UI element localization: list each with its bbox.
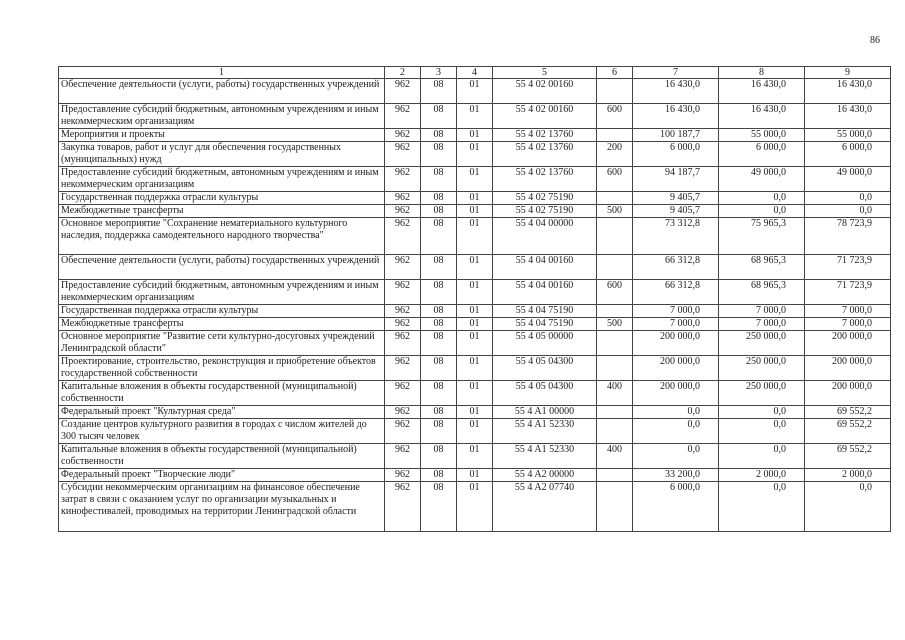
target-code: 55 4 02 75190 [493, 205, 597, 218]
row-name: Основное мероприятие "Сохранение нематериального культурного наследия, поддержка самодеятельного народного творчества" [59, 218, 385, 255]
amount-col8: 0,0 [719, 205, 805, 218]
row-name: Государственная поддержка отрасли культуры [59, 192, 385, 205]
row-name: Межбюджетные трансферты [59, 318, 385, 331]
header-row [59, 67, 891, 79]
section-code: 08 [421, 205, 457, 218]
section-code: 08 [421, 406, 457, 419]
expense-type [597, 331, 633, 356]
amount-col8: 0,0 [719, 444, 805, 469]
row-name: Капитальные вложения в объекты государственной (муниципальной) собственности [59, 381, 385, 406]
table-row [59, 79, 891, 104]
table-row [59, 218, 891, 255]
target-code: 55 4 02 00160 [493, 79, 597, 104]
admin-code: 962 [385, 280, 421, 305]
admin-code: 962 [385, 104, 421, 129]
table-body [59, 79, 891, 532]
admin-code: 962 [385, 419, 421, 444]
subsection-code: 01 [457, 129, 493, 142]
target-code: 55 4 04 00000 [493, 218, 597, 255]
row-name: Обеспечение деятельности (услуги, работы) государственных учреждений [59, 255, 385, 280]
row-name: Мероприятия и проекты [59, 129, 385, 142]
column-header: 2 [385, 67, 421, 79]
target-code: 55 4 05 00000 [493, 331, 597, 356]
amount-col9: 69 552,2 [805, 406, 891, 419]
admin-code: 962 [385, 381, 421, 406]
subsection-code: 01 [457, 205, 493, 218]
expense-type: 400 [597, 381, 633, 406]
table-row [59, 104, 891, 129]
section-code: 08 [421, 318, 457, 331]
target-code: 55 4 A1 00000 [493, 406, 597, 419]
section-code: 08 [421, 218, 457, 255]
row-name: Предоставление субсидий бюджетным, автономным учреждениям и иным некоммерческим организациям [59, 167, 385, 192]
amount-col8: 0,0 [719, 406, 805, 419]
target-code: 55 4 02 75190 [493, 192, 597, 205]
column-header: 7 [633, 67, 719, 79]
section-code: 08 [421, 444, 457, 469]
admin-code: 962 [385, 142, 421, 167]
admin-code: 962 [385, 469, 421, 482]
expense-type: 600 [597, 280, 633, 305]
admin-code: 962 [385, 482, 421, 532]
section-code: 08 [421, 129, 457, 142]
amount-col9: 71 723,9 [805, 280, 891, 305]
subsection-code: 01 [457, 280, 493, 305]
table-row [59, 129, 891, 142]
amount-col7: 94 187,7 [633, 167, 719, 192]
subsection-code: 01 [457, 331, 493, 356]
amount-col7: 6 000,0 [633, 482, 719, 532]
admin-code: 962 [385, 218, 421, 255]
section-code: 08 [421, 79, 457, 104]
admin-code: 962 [385, 192, 421, 205]
section-code: 08 [421, 167, 457, 192]
section-code: 08 [421, 142, 457, 167]
admin-code: 962 [385, 205, 421, 218]
target-code: 55 4 04 00160 [493, 255, 597, 280]
amount-col7: 33 200,0 [633, 469, 719, 482]
amount-col8: 49 000,0 [719, 167, 805, 192]
amount-col9: 78 723,9 [805, 218, 891, 255]
amount-col9: 2 000,0 [805, 469, 891, 482]
row-name: Создание центров культурного развития в городах с числом жителей до 300 тысяч человек [59, 419, 385, 444]
admin-code: 962 [385, 255, 421, 280]
section-code: 08 [421, 331, 457, 356]
table-row [59, 331, 891, 356]
target-code: 55 4 04 75190 [493, 318, 597, 331]
subsection-code: 01 [457, 469, 493, 482]
amount-col9: 69 552,2 [805, 419, 891, 444]
expense-type: 600 [597, 104, 633, 129]
amount-col7: 73 312,8 [633, 218, 719, 255]
amount-col7: 7 000,0 [633, 318, 719, 331]
row-name: Основное мероприятие "Развитие сети культурно-досуговых учреждений Ленинградской области" [59, 331, 385, 356]
table-row [59, 469, 891, 482]
admin-code: 962 [385, 318, 421, 331]
subsection-code: 01 [457, 444, 493, 469]
expense-type [597, 482, 633, 532]
amount-col8: 7 000,0 [719, 305, 805, 318]
amount-col9: 16 430,0 [805, 79, 891, 104]
admin-code: 962 [385, 331, 421, 356]
expense-type: 500 [597, 205, 633, 218]
expense-type [597, 255, 633, 280]
subsection-code: 01 [457, 167, 493, 192]
column-header: 5 [493, 67, 597, 79]
amount-col8: 2 000,0 [719, 469, 805, 482]
amount-col9: 0,0 [805, 205, 891, 218]
amount-col7: 66 312,8 [633, 255, 719, 280]
amount-col7: 66 312,8 [633, 280, 719, 305]
target-code: 55 4 05 04300 [493, 356, 597, 381]
amount-col9: 7 000,0 [805, 305, 891, 318]
amount-col9: 200 000,0 [805, 331, 891, 356]
section-code: 08 [421, 469, 457, 482]
amount-col9: 6 000,0 [805, 142, 891, 167]
expense-type: 500 [597, 318, 633, 331]
amount-col8: 250 000,0 [719, 331, 805, 356]
table-row [59, 142, 891, 167]
expense-type [597, 129, 633, 142]
amount-col7: 16 430,0 [633, 104, 719, 129]
section-code: 08 [421, 305, 457, 318]
subsection-code: 01 [457, 482, 493, 532]
subsection-code: 01 [457, 305, 493, 318]
table-row [59, 305, 891, 318]
admin-code: 962 [385, 406, 421, 419]
column-header: 1 [59, 67, 385, 79]
subsection-code: 01 [457, 318, 493, 331]
target-code: 55 4 A1 52330 [493, 419, 597, 444]
amount-col7: 200 000,0 [633, 331, 719, 356]
subsection-code: 01 [457, 218, 493, 255]
row-name: Предоставление субсидий бюджетным, автономным учреждениям и иным некоммерческим организациям [59, 104, 385, 129]
amount-col7: 16 430,0 [633, 79, 719, 104]
amount-col7: 0,0 [633, 419, 719, 444]
table-row [59, 406, 891, 419]
row-name: Межбюджетные трансферты [59, 205, 385, 218]
row-name: Капитальные вложения в объекты государственной (муниципальной) собственности [59, 444, 385, 469]
expense-type [597, 192, 633, 205]
target-code: 55 4 04 75190 [493, 305, 597, 318]
page-number: 86 [870, 35, 880, 46]
target-code: 55 4 02 13760 [493, 167, 597, 192]
table-row [59, 356, 891, 381]
table-row [59, 205, 891, 218]
subsection-code: 01 [457, 419, 493, 444]
expense-type [597, 406, 633, 419]
subsection-code: 01 [457, 79, 493, 104]
subsection-code: 01 [457, 104, 493, 129]
target-code: 55 4 02 13760 [493, 142, 597, 167]
amount-col9: 200 000,0 [805, 356, 891, 381]
column-header: 6 [597, 67, 633, 79]
target-code: 55 4 02 13760 [493, 129, 597, 142]
section-code: 08 [421, 381, 457, 406]
amount-col8: 16 430,0 [719, 79, 805, 104]
amount-col8: 75 965,3 [719, 218, 805, 255]
amount-col9: 200 000,0 [805, 381, 891, 406]
row-name: Государственная поддержка отрасли культуры [59, 305, 385, 318]
section-code: 08 [421, 104, 457, 129]
admin-code: 962 [385, 444, 421, 469]
amount-col9: 69 552,2 [805, 444, 891, 469]
column-header: 3 [421, 67, 457, 79]
amount-col9: 0,0 [805, 192, 891, 205]
section-code: 08 [421, 356, 457, 381]
admin-code: 962 [385, 167, 421, 192]
table-row [59, 444, 891, 469]
amount-col8: 6 000,0 [719, 142, 805, 167]
table-row [59, 381, 891, 406]
target-code: 55 4 A2 00000 [493, 469, 597, 482]
row-name: Федеральный проект "Культурная среда" [59, 406, 385, 419]
admin-code: 962 [385, 305, 421, 318]
target-code: 55 4 02 00160 [493, 104, 597, 129]
expense-type: 600 [597, 167, 633, 192]
column-header: 9 [805, 67, 891, 79]
section-code: 08 [421, 255, 457, 280]
column-header: 8 [719, 67, 805, 79]
target-code: 55 4 04 00160 [493, 280, 597, 305]
target-code: 55 4 A1 52330 [493, 444, 597, 469]
amount-col8: 68 965,3 [719, 280, 805, 305]
row-name: Закупка товаров, работ и услуг для обеспечения государственных (муниципальных) нужд [59, 142, 385, 167]
amount-col9: 7 000,0 [805, 318, 891, 331]
row-name: Субсидии некоммерческим организациям на финансовое обеспечение затрат в связи с оказанием услуг по организации музыкальных и кинофестивалей, проводимых на территории Ленинградской области [59, 482, 385, 532]
section-code: 08 [421, 280, 457, 305]
amount-col8: 68 965,3 [719, 255, 805, 280]
amount-col8: 250 000,0 [719, 356, 805, 381]
expense-type [597, 305, 633, 318]
amount-col7: 200 000,0 [633, 356, 719, 381]
expense-type [597, 218, 633, 255]
row-name: Обеспечение деятельности (услуги, работы) государственных учреждений [59, 79, 385, 104]
amount-col8: 0,0 [719, 419, 805, 444]
table-row [59, 280, 891, 305]
amount-col9: 0,0 [805, 482, 891, 532]
expense-type: 400 [597, 444, 633, 469]
amount-col7: 100 187,7 [633, 129, 719, 142]
table-row [59, 167, 891, 192]
amount-col8: 0,0 [719, 192, 805, 205]
amount-col7: 200 000,0 [633, 381, 719, 406]
subsection-code: 01 [457, 381, 493, 406]
amount-col7: 9 405,7 [633, 192, 719, 205]
admin-code: 962 [385, 356, 421, 381]
amount-col9: 49 000,0 [805, 167, 891, 192]
amount-col9: 55 000,0 [805, 129, 891, 142]
admin-code: 962 [385, 79, 421, 104]
amount-col7: 7 000,0 [633, 305, 719, 318]
amount-col7: 0,0 [633, 406, 719, 419]
row-name: Проектирование, строительство, реконструкция и приобретение объектов государственной собственности [59, 356, 385, 381]
table-row [59, 482, 891, 532]
subsection-code: 01 [457, 142, 493, 167]
amount-col8: 0,0 [719, 482, 805, 532]
column-header: 4 [457, 67, 493, 79]
expense-type [597, 79, 633, 104]
amount-col9: 71 723,9 [805, 255, 891, 280]
amount-col7: 6 000,0 [633, 142, 719, 167]
amount-col9: 16 430,0 [805, 104, 891, 129]
table-row [59, 419, 891, 444]
budget-table [58, 66, 891, 532]
amount-col7: 9 405,7 [633, 205, 719, 218]
subsection-code: 01 [457, 356, 493, 381]
amount-col8: 7 000,0 [719, 318, 805, 331]
table-row [59, 192, 891, 205]
section-code: 08 [421, 192, 457, 205]
admin-code: 962 [385, 129, 421, 142]
subsection-code: 01 [457, 406, 493, 419]
expense-type [597, 419, 633, 444]
subsection-code: 01 [457, 255, 493, 280]
subsection-code: 01 [457, 192, 493, 205]
expense-type: 200 [597, 142, 633, 167]
amount-col7: 0,0 [633, 444, 719, 469]
expense-type [597, 356, 633, 381]
row-name: Федеральный проект "Творческие люди" [59, 469, 385, 482]
amount-col8: 250 000,0 [719, 381, 805, 406]
target-code: 55 4 A2 07740 [493, 482, 597, 532]
section-code: 08 [421, 419, 457, 444]
target-code: 55 4 05 04300 [493, 381, 597, 406]
amount-col8: 16 430,0 [719, 104, 805, 129]
amount-col8: 55 000,0 [719, 129, 805, 142]
table-row [59, 318, 891, 331]
table-row [59, 255, 891, 280]
section-code: 08 [421, 482, 457, 532]
row-name: Предоставление субсидий бюджетным, автономным учреждениям и иным некоммерческим организациям [59, 280, 385, 305]
expense-type [597, 469, 633, 482]
